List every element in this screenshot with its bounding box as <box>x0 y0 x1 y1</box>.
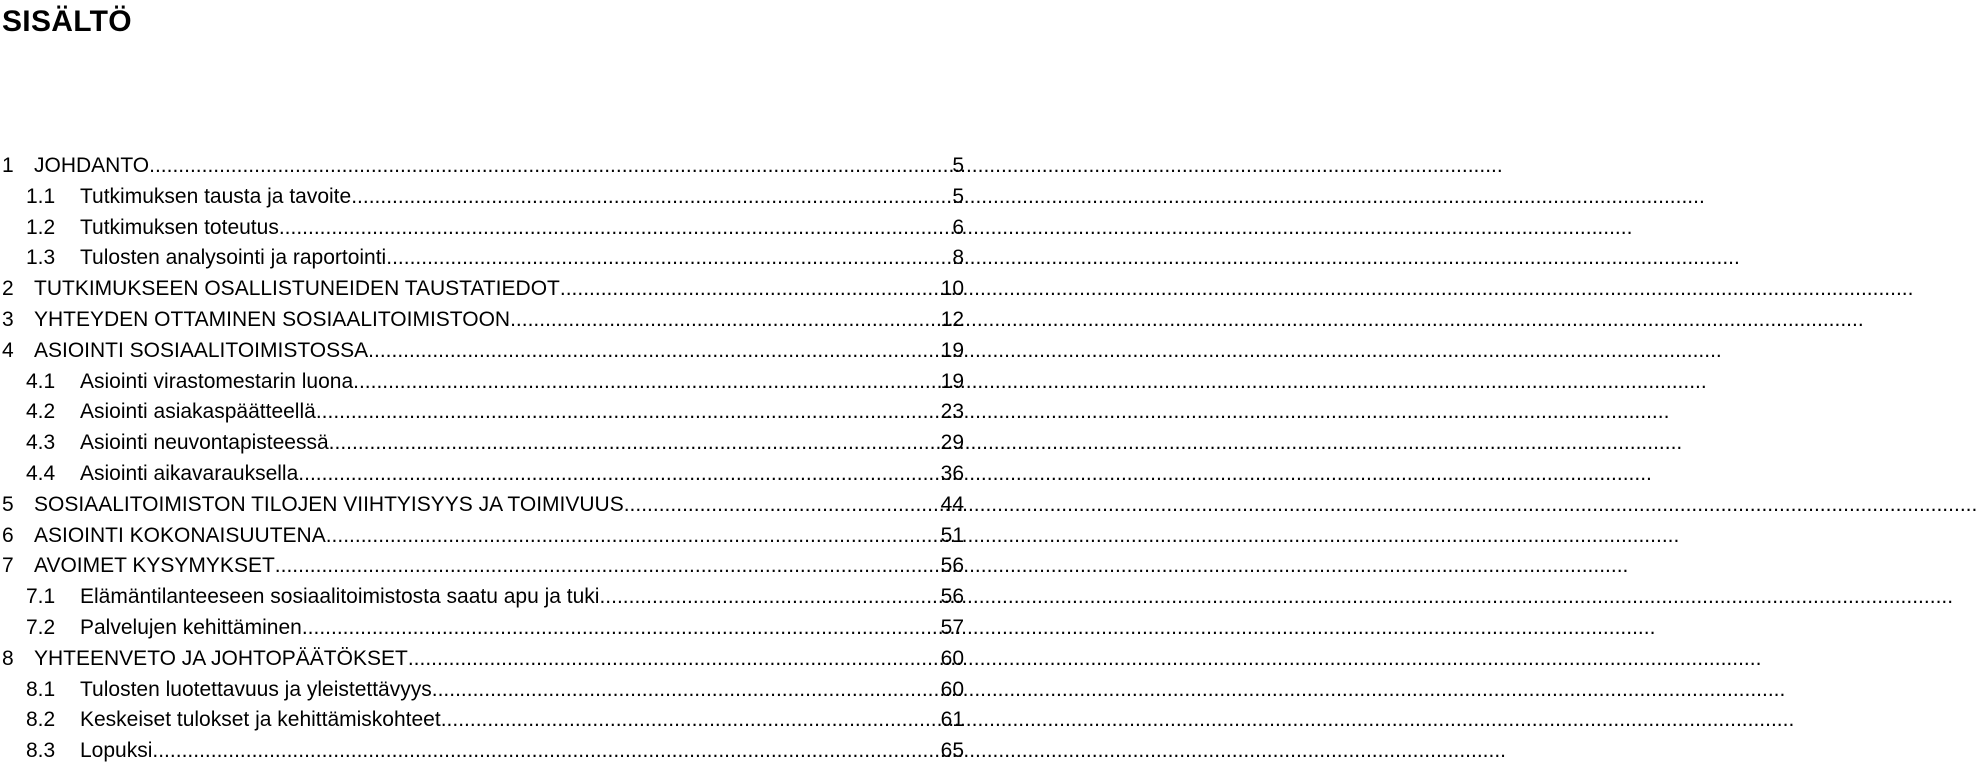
toc-entry-title: ASIOINTI SOSIAALITOIMISTOSSA <box>34 338 369 362</box>
toc-dot-leader <box>599 582 938 613</box>
toc-entry-page-number: 56 <box>940 554 964 578</box>
toc-dot-leader <box>560 274 938 305</box>
toc-entry-page-number: 19 <box>940 338 964 362</box>
toc-entry-page-number: 60 <box>940 646 964 670</box>
toc-entry-number: 5 <box>2 492 14 516</box>
toc-entry-title: YHTEYDEN OTTAMINEN SOSIAALITOIMISTOON <box>34 307 511 331</box>
toc-entry[interactable] <box>0 243 964 274</box>
toc-entry-page-number: 60 <box>940 677 964 701</box>
toc-dot-leader <box>408 644 938 675</box>
toc-entry[interactable] <box>0 459 964 490</box>
toc-entry-page-number: 19 <box>940 369 964 393</box>
toc-entry[interactable] <box>0 274 964 305</box>
toc-entry-number: 8.3 <box>26 739 56 763</box>
toc-entry-number: 7.1 <box>26 585 56 609</box>
toc-entry[interactable] <box>0 521 964 552</box>
toc-entry[interactable] <box>0 582 964 613</box>
toc-dot-leader <box>368 336 938 367</box>
toc-dot-leader <box>353 367 938 398</box>
toc-entry-title: Asiointi neuvontapisteessä <box>80 431 329 455</box>
toc-entry-page-number: 12 <box>940 307 964 331</box>
toc-entry-number: 1 <box>2 154 14 177</box>
toc-entry-number: 7.2 <box>26 615 56 639</box>
toc-dot-leader <box>386 243 938 274</box>
toc-entry-title: Keskeiset tulokset ja kehittämiskohteet <box>80 708 441 732</box>
toc-entry-number: 4 <box>2 338 14 362</box>
toc-entry-title: Lopuksi <box>80 739 153 763</box>
toc-entry-title: AVOIMET KYSYMYKSET <box>34 554 275 578</box>
toc-entry-page-number: 10 <box>940 277 964 301</box>
toc-dot-leader <box>351 182 938 213</box>
toc-entry[interactable] <box>0 551 964 582</box>
toc-entry-number: 2 <box>2 277 14 301</box>
toc-entry[interactable] <box>0 675 964 706</box>
toc-entry-page-number: 6 <box>952 215 964 239</box>
toc-entry-title: Tutkimuksen toteutus <box>80 215 279 239</box>
toc-entry-number: 4.1 <box>26 369 56 393</box>
toc-entry[interactable] <box>0 397 964 428</box>
toc-entry-number: 6 <box>2 523 14 547</box>
toc-entry-page-number: 65 <box>940 739 964 763</box>
toc-entry-number: 3 <box>2 307 14 331</box>
toc-entry-page-number: 5 <box>952 184 964 208</box>
toc-entry[interactable] <box>0 428 964 459</box>
toc-entry-title: Elämäntilanteeseen sosiaalitoimistosta saatu apu ja tuki <box>80 585 600 609</box>
toc-entry-number: 1.1 <box>26 184 56 208</box>
toc-entry-page-number: 44 <box>940 492 964 516</box>
toc-dot-leader <box>302 613 938 644</box>
toc-dot-leader <box>298 459 938 490</box>
toc-entry[interactable] <box>0 490 964 521</box>
toc-entry-title: Palvelujen kehittäminen <box>80 615 302 639</box>
toc-entry-page-number: 57 <box>940 615 964 639</box>
toc-dot-leader <box>326 521 938 552</box>
toc-entry-page-number: 5 <box>952 154 964 177</box>
toc-entry-page-number: 56 <box>940 585 964 609</box>
toc-entry-page-number: 51 <box>940 523 964 547</box>
toc-entry-page-number: 23 <box>940 400 964 424</box>
toc-dot-leader <box>510 305 938 336</box>
toc-entry-title: Asiointi aikavarauksella <box>80 461 299 485</box>
toc-entry-title: Asiointi asiakaspäätteellä <box>80 400 316 424</box>
toc-entry[interactable] <box>0 305 964 336</box>
toc-entry[interactable] <box>0 736 964 767</box>
toc-entry-title: JOHDANTO <box>34 154 150 177</box>
toc-entry[interactable] <box>0 182 964 213</box>
toc-entry-number: 8.1 <box>26 677 56 701</box>
toc-dot-leader <box>432 675 938 706</box>
toc-entry-title: Tulosten analysointi ja raportointi <box>80 246 387 270</box>
toc-entry-number: 7 <box>2 554 14 578</box>
toc-entry[interactable] <box>0 644 964 675</box>
table-of-contents <box>0 151 964 767</box>
toc-entry-number: 4.3 <box>26 431 56 455</box>
toc-entry-title: Tulosten luotettavuus ja yleistettävyys <box>80 677 432 701</box>
toc-entry-page-number: 61 <box>940 708 964 732</box>
toc-entry-title: SOSIAALITOIMISTON TILOJEN VIIHTYISYYS JA TOIMIVUUS <box>34 492 624 516</box>
toc-entry-number: 1.3 <box>26 246 56 270</box>
toc-dot-leader <box>441 705 938 736</box>
toc-entry-number: 8 <box>2 646 14 670</box>
toc-entry-title: ASIOINTI KOKONAISUUTENA <box>34 523 326 547</box>
toc-entry-title: Tutkimuksen tausta ja tavoite <box>80 184 352 208</box>
toc-dot-leader <box>275 551 938 582</box>
toc-dot-leader <box>329 428 938 459</box>
toc-entry[interactable] <box>0 336 964 367</box>
page-title: SISÄLTÖ <box>2 5 132 38</box>
toc-dot-leader <box>152 736 938 767</box>
toc-entry-number: 8.2 <box>26 708 56 732</box>
toc-entry-page-number: 36 <box>940 461 964 485</box>
toc-entry-title: YHTEENVETO JA JOHTOPÄÄTÖKSET <box>34 646 408 670</box>
toc-dot-leader <box>624 490 938 521</box>
toc-entry-number: 4.2 <box>26 400 56 424</box>
toc-entry-number: 1.2 <box>26 215 56 239</box>
toc-entry-number: 4.4 <box>26 461 56 485</box>
toc-entry[interactable] <box>0 213 964 244</box>
toc-entry[interactable] <box>0 367 964 398</box>
toc-dot-leader <box>316 397 938 428</box>
toc-entry[interactable] <box>0 705 964 736</box>
toc-entry-page-number: 29 <box>940 431 964 455</box>
toc-entry-title: Asiointi virastomestarin luona <box>80 369 354 393</box>
toc-entry-page-number: 8 <box>952 246 964 270</box>
toc-entry[interactable] <box>0 151 964 182</box>
toc-dot-leader <box>279 213 938 244</box>
toc-entry[interactable] <box>0 613 964 644</box>
toc-dot-leader <box>149 151 938 182</box>
toc-entry-title: TUTKIMUKSEEN OSALLISTUNEIDEN TAUSTATIEDOT <box>34 277 560 301</box>
